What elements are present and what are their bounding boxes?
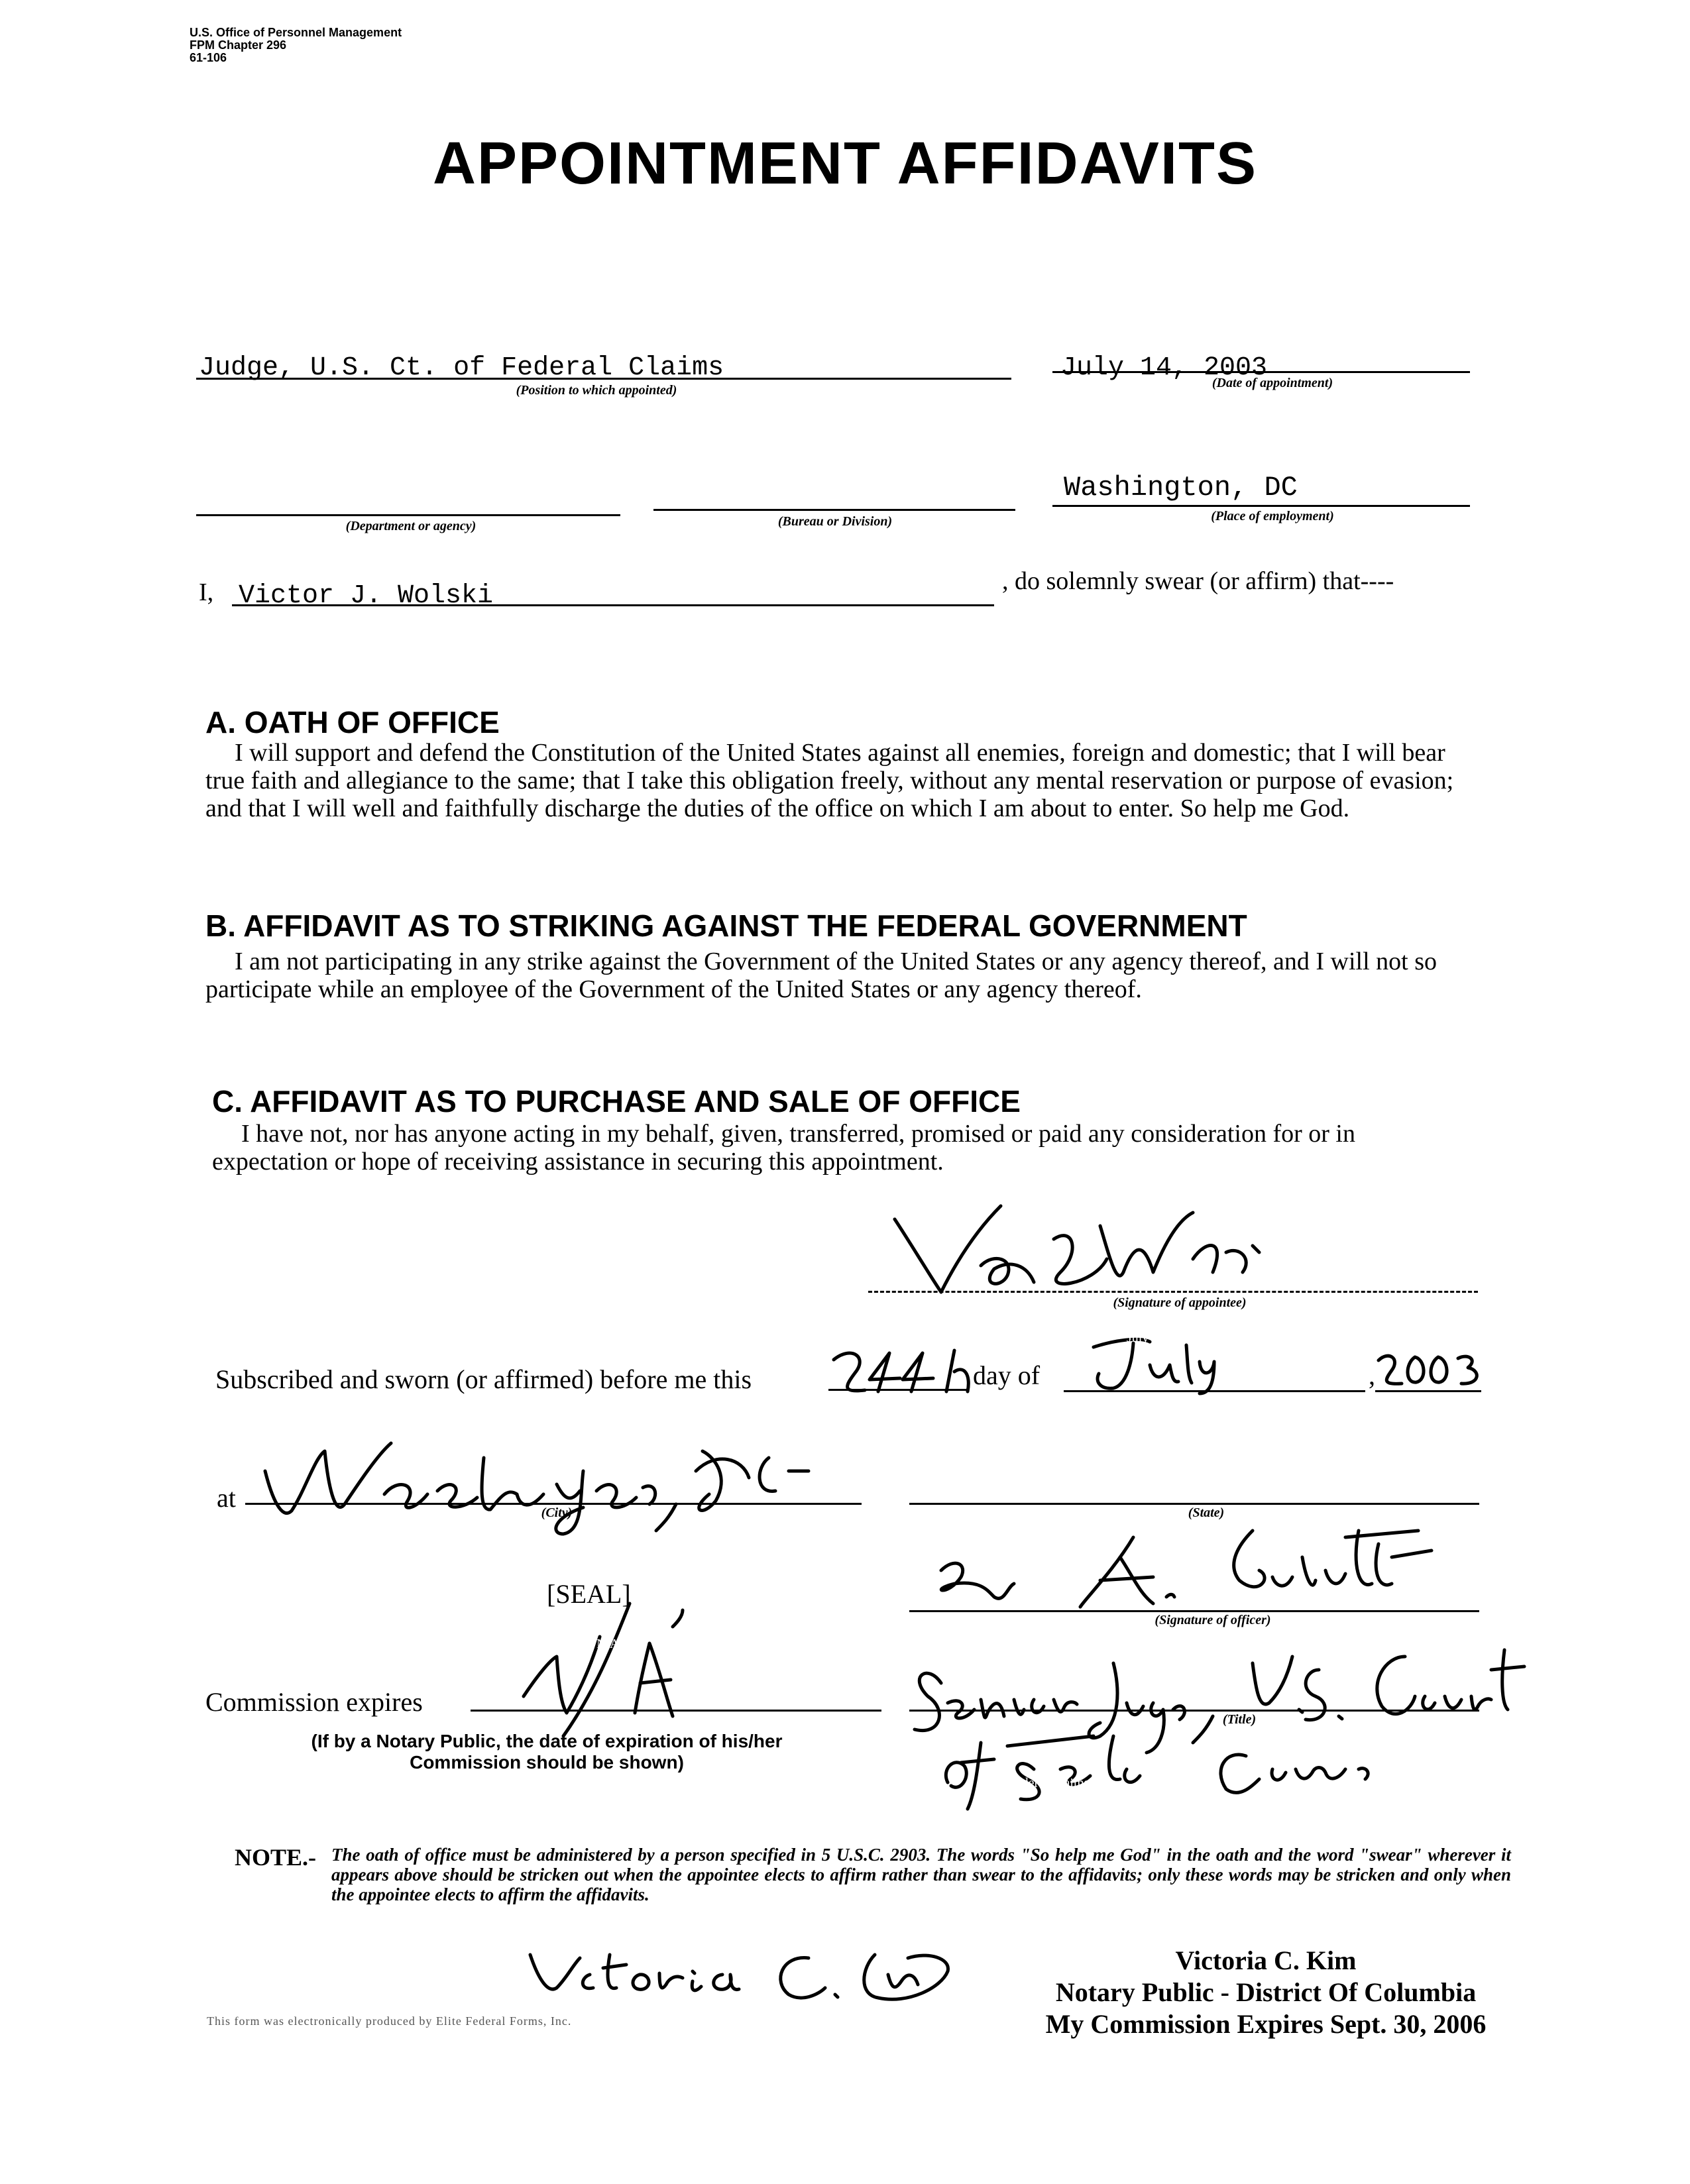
officer-signature-caption: (Signature of officer): [1155, 1613, 1271, 1627]
notary-signature: [517, 1941, 968, 2014]
at-label: at: [217, 1483, 236, 1513]
commission-handwriting: [484, 1597, 722, 1743]
state-line: [909, 1503, 1479, 1505]
sworn-year-comma: ,: [1369, 1360, 1375, 1390]
seal-label: [SEAL]: [547, 1579, 631, 1609]
sworn-day-line: [828, 1389, 968, 1391]
sworn-year-line: [1375, 1390, 1481, 1392]
officer-title-line1: Senior Judge, U.S. Court: [994, 1643, 1127, 1658]
officer-title-line2: of Federal Claims: [994, 1776, 1090, 1790]
section-a-body: [205, 739, 1471, 822]
city-value: Washington, D.C.: [331, 1425, 426, 1439]
department-caption: (Department or agency): [345, 519, 477, 533]
sworn-day-label: day of: [973, 1360, 1041, 1390]
footer-text: This form was electronically produced by Elite Federal Forms, Inc.: [207, 2014, 572, 2028]
section-c-text: I have not, nor has anyone acting in my behalf, given, transferred, promised or paid any consideration for or in expectation or hope of receiving assistance in securing this appointment.: [212, 1120, 1355, 1175]
sworn-day-value: 24th: [862, 1331, 885, 1345]
section-c-heading: C. AFFIDAVIT AS TO PURCHASE AND SALE OF OFFICE: [212, 1084, 1021, 1119]
officer-title-line: [909, 1710, 1479, 1712]
commission-line: [471, 1710, 881, 1712]
position-underline: [196, 378, 1011, 380]
officer-signature: [915, 1517, 1458, 1617]
form-header-number: 61-106: [190, 51, 227, 64]
position-field[interactable]: Judge, U.S. Ct. of Federal Claims: [199, 353, 724, 383]
sworn-month-handwriting: [1087, 1335, 1219, 1395]
section-b-body: [205, 948, 1471, 1003]
place-caption: (Place of employment): [1211, 509, 1334, 523]
swear-text: , do solemnly swear (or affirm) that----: [1002, 567, 1394, 595]
date-underline: [1052, 371, 1470, 373]
name-field[interactable]: Victor J. Wolski: [239, 581, 494, 611]
note-text: The oath of office must be administered by a person specified in 5 U.S.C. 2903. The words "So help me God" in the oath and the word "swear" wherever it appears above should be stricken out when the appointee elects to affirm rather than swear to the affidavits; only these words may be stricken and only when the appointee elects to affirm the affidavits.: [331, 1845, 1511, 1904]
state-caption: (State): [1188, 1505, 1225, 1520]
sworn-year-handwriting: [1375, 1350, 1494, 1390]
commission-note-line1: (If by a Notary Public, the date of expiration of his/her: [311, 1731, 783, 1751]
appointee-signature-line: [868, 1291, 1478, 1293]
date-caption: (Date of appointment): [1211, 376, 1333, 390]
sworn-month-line: [1064, 1390, 1365, 1392]
bureau-underline: [653, 509, 1015, 511]
bureau-caption: (Bureau or Division): [777, 514, 893, 529]
place-field[interactable]: Washington, DC: [1064, 472, 1298, 504]
name-prefix: I,: [199, 578, 214, 606]
commission-note: [265, 1731, 828, 1773]
notary-name: Victoria C. Kim: [1175, 1945, 1357, 1975]
date-field[interactable]: July 14, 2003: [1060, 353, 1268, 383]
sworn-prefix: Subscribed and sworn (or affirmed) before me this: [215, 1364, 752, 1394]
form-header: [190, 27, 402, 64]
commission-note-line2: Commission should be shown): [410, 1752, 684, 1773]
department-underline: [196, 514, 620, 516]
sworn-year-value: 2003: [1392, 1331, 1418, 1345]
form-header-chapter: FPM Chapter 296: [190, 38, 287, 52]
section-b-text: I am not participating in any strike against the Government of the United States or any agency thereof, and I will not so participate while an employee of the Government of the United States or any agency thereof.: [205, 948, 1437, 1003]
appointee-signature: [881, 1199, 1292, 1305]
city-handwriting: [252, 1431, 835, 1537]
commission-label: Commission expires: [205, 1687, 423, 1717]
notary-expires: My Commission Expires Sept. 30, 2006: [1045, 2009, 1487, 2039]
officer-title-caption: (Title): [1222, 1712, 1257, 1727]
section-a-text: I will support and defend the Constitution of the United States against all enemies, foreign and domestic; that I will bear true faith and allegiance to the same; that I take this obligation freely, without any mental reservation or purpose of evasion; and that I will well and faithfully discharge the duties of the office on which I am about to enter. So help me God.: [205, 739, 1454, 822]
form-header-agency: U.S. Office of Personnel Management: [190, 26, 402, 39]
notary-stamp: [1001, 1945, 1531, 2040]
note-label: NOTE.-: [235, 1844, 317, 1871]
commission-value: N/A: [596, 1637, 620, 1651]
sworn-month-value: July: [1127, 1331, 1149, 1345]
section-a-heading: A. OATH OF OFFICE: [205, 705, 500, 739]
page-title: APPOINTMENT AFFIDAVITS: [433, 131, 1257, 197]
section-b-heading: B. AFFIDAVIT AS TO STRIKING AGAINST THE FEDERAL GOVERNMENT: [205, 908, 1247, 943]
position-caption: (Position to which appointed): [516, 383, 677, 398]
officer-signature-line: [909, 1610, 1479, 1612]
name-underline: [232, 604, 994, 606]
appointee-signature-caption: (Signature of appointee): [1113, 1295, 1247, 1310]
city-caption: (City): [541, 1505, 573, 1520]
notary-title: Notary Public - District Of Columbia: [1055, 1977, 1477, 2007]
section-c-body: [212, 1120, 1379, 1175]
city-line: [245, 1503, 862, 1505]
place-underline: [1052, 505, 1470, 507]
